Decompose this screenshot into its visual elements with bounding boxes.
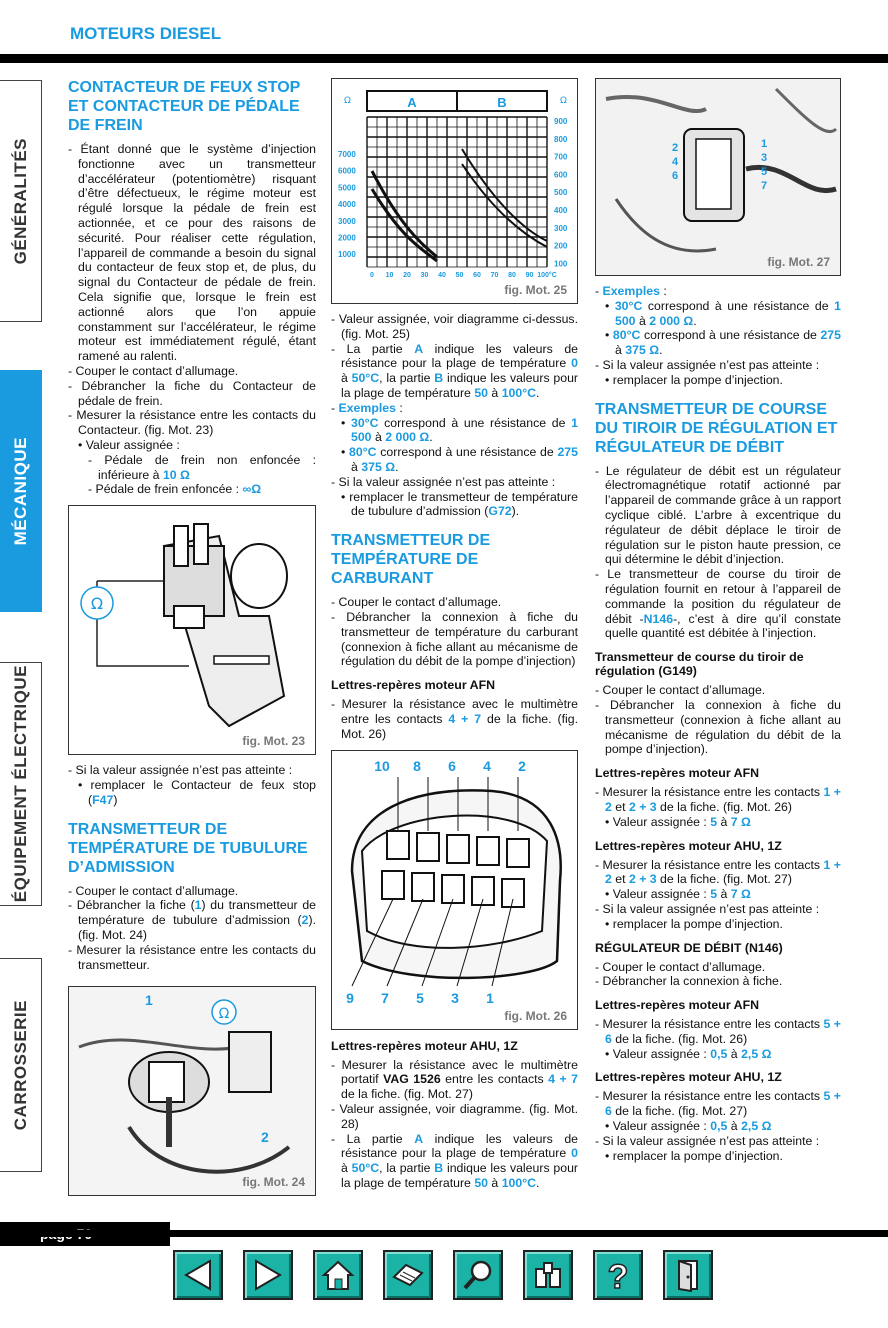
intake-sensor-photo xyxy=(69,987,315,1195)
binoculars-icon xyxy=(530,1257,566,1293)
pin-label: 2 xyxy=(518,757,526,774)
print-button[interactable] xyxy=(383,1250,433,1300)
fig-mot-26 xyxy=(331,750,578,1030)
tick-label: 200 xyxy=(554,241,568,251)
column-3: 2 4 6 1 3 5 7 fig. Mot. 27 - Exemples : • 30°C correspond à une résistance de 1 500 à 2 000 Ω. • 80°C correspond à une résistance de 275 à 375 Ω. - Si la valeur assignée n’est pas atteinte : • remplacer la pompe d’injection. TRANSMETTEUR DE COURSE DU TIROIR DE RÉGULATION ET RÉGULATEUR DE DÉBIT - Le régulateur de débit est un régulateur électromagnétique rotatif actionné par l’appareil de commande grâce à un rapport cyclique ciblé. L’arbre à excentrique du régulateur de débit déplace le tiroir de régulation sur le piston haute pression, ce qui détermine le débit d’injection. - Le transmetteur de course du tiroir de régulation fournit en retour à l’appareil de commande la position du régulateur de débit -N146-, c’est à dire qu’il constate quelle quantité est débitée à l’injection. Transmetteur de course du tiroir de régulation (G149) - Couper le contact d’allumage. - Débrancher la connexion à fiche du transmetteur (connexion à fiche allant au mécanisme de régulation du débit de la pompe d’injection). Lettres-repères moteur AFN - Mesurer la résistance entre les contacts 1 + 2 et 2 + 3 de la fiche. (fig. Mot. 26) • Valeur assignée : 5 à 7 Ω Lettres-repères moteur AHU, 1Z - Mesurer la résistance entre les contacts 1 + 2 et 2 + 3 de la fiche. (fig. Mot. 27) • Valeur assignée : 5 à 7 Ω - Si la valeur assignée n’est pas atteinte : • remplacer la pompe d’injection. RÉGULATEUR DE DÉBIT (N146) - Couper le contact d’allumage. - Débrancher la connexion à fiche. Lettres-repères moteur AFN - Mesurer la résistance entre les contacts 5 + 6 de la fiche. (fig. Mot. 26) • Valeur assignée : 0,5 à 2,5 Ω Lettres-repères moteur AHU, 1Z - Mesurer la résistance entre les contacts 5 + 6 de la fiche. (fig. Mot. 27) • Valeur assignée : 0,5 à 2,5 Ω - Si la valeur assignée n’est pas atteinte : • remplacer la pompe d’injection. xyxy=(595,78,841,1163)
pin-label: 10 xyxy=(374,757,390,774)
top-rule xyxy=(0,54,888,63)
tab-mecanique[interactable]: MÉCANIQUE xyxy=(0,370,42,612)
tick-label: 10 xyxy=(385,272,394,279)
figure-caption: fig. Mot. 23 xyxy=(242,734,305,749)
column-1: CONTACTEUR DE FEUX STOP ET CONTACTEUR DE PÉDALE DE FREIN - Étant donné que le système d’injection fonctionne avec un transmetteur d’accélérateur (potentiomètre) risquant d’être défectueux, le régime moteur est régulé lorsque la pédale de frein est actionnée, et ce pour des raisons de sécurité. Pour réaliser cette régulation, l’appareil de commande a besoin du signal du contacteur de feux stop et, de plus, du signal du Contacteur de pédale de frein. Cela signifie que, lorsque le frein est actionné alors que l’on appuie constamment sur l’accélérateur, le régime moteur est immédiatement régulé, étant ramené au ralenti. - Couper le contact d’allumage. - Débrancher la fiche du Contacteur de pédale de frein. - Mesurer la résistance entre les contacts du Contacteur. (fig. Mot. 23) • Valeur assignée : - Pédale de frein non enfoncée : inférieure à 10 Ω - Pédale de frein enfoncée : ∞Ω Ω fig. Mot. 23 - Si la valeur assignée n’est pas atteinte : • remplacer le Contacteur de feux stop (F47) TRANSMETTEUR DE TEMPÉRATURE DE TUBULURE D’ADMISSION - Couper le contact d’allumage. - Débrancher la fiche (1) du transmetteur de température de tubulure d’admission (2). (fig. Mot. 24) - Mesurer la résistance entre les contacts du transmetteur. 1 2 Ω fig. Mot. 24 xyxy=(68,78,316,1204)
pin-label: 1 xyxy=(486,989,494,1006)
svg-text:Ω: Ω xyxy=(218,1006,230,1023)
tick-label: 90 xyxy=(525,272,534,279)
find-button[interactable] xyxy=(523,1250,573,1300)
tick-label: 7000 xyxy=(338,150,356,159)
svg-text:1: 1 xyxy=(145,992,153,1009)
pin-label: 5 xyxy=(416,989,424,1006)
pin-label: 7 xyxy=(761,180,768,192)
brake-switch-illustration xyxy=(69,506,315,754)
connector-pin xyxy=(387,831,409,859)
tick-label: 400 xyxy=(554,206,568,215)
search-button[interactable] xyxy=(453,1250,503,1300)
heading-regulateur: TRANSMETTEUR DE COURSE DU TIROIR DE RÉGULATION ET RÉGULATEUR DE DÉBIT xyxy=(595,400,838,456)
tab-carrosserie[interactable]: CARROSSERIE xyxy=(0,958,42,1172)
printer-icon xyxy=(390,1257,426,1293)
fig-mot-25 xyxy=(331,78,578,304)
question-mark-icon xyxy=(600,1257,636,1293)
pin-label: 3 xyxy=(451,989,459,1006)
fig-mot-24 xyxy=(68,986,316,1196)
connector-pin xyxy=(472,877,494,905)
pin-label: 6 xyxy=(448,757,456,774)
svg-text:A: A xyxy=(407,95,417,110)
home-icon xyxy=(320,1257,356,1293)
tick-label: 700 xyxy=(554,152,568,162)
connector-illustration xyxy=(332,751,577,1029)
tick-label: 30 xyxy=(420,272,429,279)
pin-label: 8 xyxy=(413,757,421,774)
fig-mot-27 xyxy=(595,78,841,276)
subheading-afn: Lettres-repères moteur AFN xyxy=(595,998,760,1013)
column-2: Ω Ω A B 7000 6000 5000 4000 3000 2000 1000 900 800 700 600 500 400 300 200 100 0 10 20 30 40 50 60 70 80 90 100°C fig. Mot. 25 - Valeur assignée, voir diagramme ci-dessus. (fig. Mot. 25) - La partie A indique les valeurs de résistance pour la plage de température 0 à 50°C, la partie B indique les valeurs pour la plage de température 50 à 100°C. - Exemples : • 30°C correspond à une résistance de 1 500 à 2 000 Ω. • 80°C correspond à une résistance de 275 à 375 Ω. - Si la valeur assignée n’est pas atteinte : • remplacer le transmetteur de température de tubulure d’admission (G72). TRANSMETTEUR DE TEMPÉRATURE DE CARBURANT - Couper le contact d’allumage. - Débrancher la connexion à fiche du transmetteur de température du carburant (connexion à fiche allant au mécanisme de régulation du débit de la pompe d’injection) Lettres-repères moteur AFN - Mesurer la résistance avec le multimètre entre les contacts 4 + 7 de la fiche. (fig. Mot. 26) 10 8 6 4 2 9 7 5 3 1 fig. Mot. 26 Lettres-repères moteur AHU, 1Z - Mesurer la résistance avec le multimètre portatif VAG 1526 entre les contacts 4 + 7 de la fiche. (fig. Mot. 27) - Valeur assignée, voir diagramme. (fig. Mot. 28) - La partie A indique les valeurs de résistance pour la plage de température 0 à 50°C, la partie B indique les valeurs pour la plage de température 50 à 100°C. xyxy=(331,78,578,1191)
tick-label: 20 xyxy=(403,272,411,279)
tick-label: 100 xyxy=(554,259,568,269)
bottom-rule xyxy=(0,1230,888,1237)
magnifier-icon xyxy=(460,1257,496,1293)
svg-text:2: 2 xyxy=(261,1129,269,1146)
arrow-left-icon xyxy=(180,1257,216,1293)
pin-label: 3 xyxy=(761,152,768,164)
connector-pin xyxy=(382,871,404,899)
connector-pin xyxy=(417,833,439,861)
tick-label: 300 xyxy=(554,223,568,233)
tick-label: 5000 xyxy=(338,183,356,193)
exit-button[interactable] xyxy=(663,1250,713,1300)
connector-pin xyxy=(412,873,434,901)
subheading-ahu: Lettres-repères moteur AHU, 1Z xyxy=(331,1038,518,1053)
pin-label: 1 xyxy=(761,138,768,150)
connector-pin xyxy=(507,839,529,867)
heading-feux-stop: CONTACTEUR DE FEUX STOP ET CONTACTEUR DE PÉDALE DE FREIN xyxy=(68,79,301,134)
heading-carburant: TRANSMETTEUR DE TEMPÉRATURE DE CARBURANT xyxy=(331,532,491,588)
tick-label: 0 xyxy=(370,272,374,279)
tab-generalites[interactable]: GÉNÉRALITÉS xyxy=(0,80,42,322)
resistance-diagram xyxy=(332,79,577,303)
pin-label: 6 xyxy=(672,170,679,182)
tick-label: 600 xyxy=(554,170,568,180)
tick-label: 100°C xyxy=(537,272,557,279)
subheading-afn: Lettres-repères moteur AFN xyxy=(595,766,760,781)
pin-label: 7 xyxy=(381,989,389,1006)
pin-label: 2 xyxy=(672,142,679,154)
next-page-button[interactable] xyxy=(243,1250,293,1300)
omega-symbol: Ω xyxy=(90,594,104,614)
svg-text:Ω: Ω xyxy=(560,96,567,106)
tick-label: 70 xyxy=(490,272,499,279)
tick-label: 4000 xyxy=(338,200,356,210)
connector-pin xyxy=(442,875,464,903)
subheading-ahu: Lettres-repères moteur AHU, 1Z xyxy=(595,1070,782,1085)
svg-text:Ω: Ω xyxy=(344,96,351,106)
tick-label: 60 xyxy=(473,272,481,279)
figure-caption: fig. Mot. 24 xyxy=(242,1175,305,1190)
home-button[interactable] xyxy=(313,1250,363,1300)
tick-label: 50 xyxy=(455,272,464,279)
heading-tubulure: TRANSMETTEUR DE TEMPÉRATURE DE TUBULURE D’ADMISSION xyxy=(68,820,308,876)
pump-connector-photo xyxy=(596,79,840,275)
connector-pin xyxy=(502,879,524,907)
subheading-g149: Transmetteur de course du tiroir de régulation (G149) xyxy=(595,650,804,679)
pin-label: 4 xyxy=(672,156,679,168)
help-button[interactable] xyxy=(593,1250,643,1300)
tick-label: 2000 xyxy=(338,233,356,243)
connector-pin xyxy=(477,837,499,865)
tick-label: 1000 xyxy=(338,250,356,260)
tab-equipement-electrique[interactable]: ÉQUIPEMENT ÉLECTRIQUE xyxy=(0,662,42,906)
figure-caption: fig. Mot. 25 xyxy=(504,283,567,297)
tick-label: 40 xyxy=(438,272,446,279)
svg-text:B: B xyxy=(497,95,507,110)
subheading-n146: RÉGULATEUR DE DÉBIT (N146) xyxy=(595,940,783,955)
svg-text:?: ? xyxy=(607,1258,629,1293)
tick-label: 6000 xyxy=(338,166,356,176)
subheading-ahu: Lettres-repères moteur AHU, 1Z xyxy=(595,838,782,853)
pin-label: 5 xyxy=(761,166,768,178)
previous-page-button[interactable] xyxy=(173,1250,223,1300)
connector-pin xyxy=(447,835,469,863)
exit-door-icon xyxy=(670,1257,706,1293)
figure-caption: fig. Mot. 27 xyxy=(767,255,830,269)
subheading-afn: Lettres-repères moteur AFN xyxy=(331,678,496,693)
arrow-right-icon xyxy=(250,1257,286,1293)
pin-label: 9 xyxy=(346,989,354,1006)
tick-label: 800 xyxy=(554,134,568,144)
pin-label: 4 xyxy=(483,757,491,774)
tick-label: 900 xyxy=(554,117,568,126)
figure-caption: fig. Mot. 26 xyxy=(504,1008,567,1023)
section-title: MOTEURS DIESEL xyxy=(70,24,222,43)
tick-label: 3000 xyxy=(338,216,356,226)
tick-label: 80 xyxy=(508,272,516,279)
paragraph: - Étant donné que le système d’injection fonctionne avec un transmetteur d’accélérateur (potentiomètre) risquant d’être défectueux, le régime moteur est régulé lorsque la pédale de frein est actionnée, et ce pour des raisons de sécurité. Pour réaliser cette régulation, l’appareil de commande a besoin du signal du contacteur de feux stop et, de plus, du signal du Contacteur de pédale de frein. Cela signifie que, lorsque le frein est actionné alors que l’on appuie constamment sur l’accélérateur, le régime moteur est immédiatement régulé, étant ramené au ralenti. xyxy=(68,142,316,364)
fig-mot-23 xyxy=(68,505,316,755)
tick-label: 500 xyxy=(554,188,568,198)
